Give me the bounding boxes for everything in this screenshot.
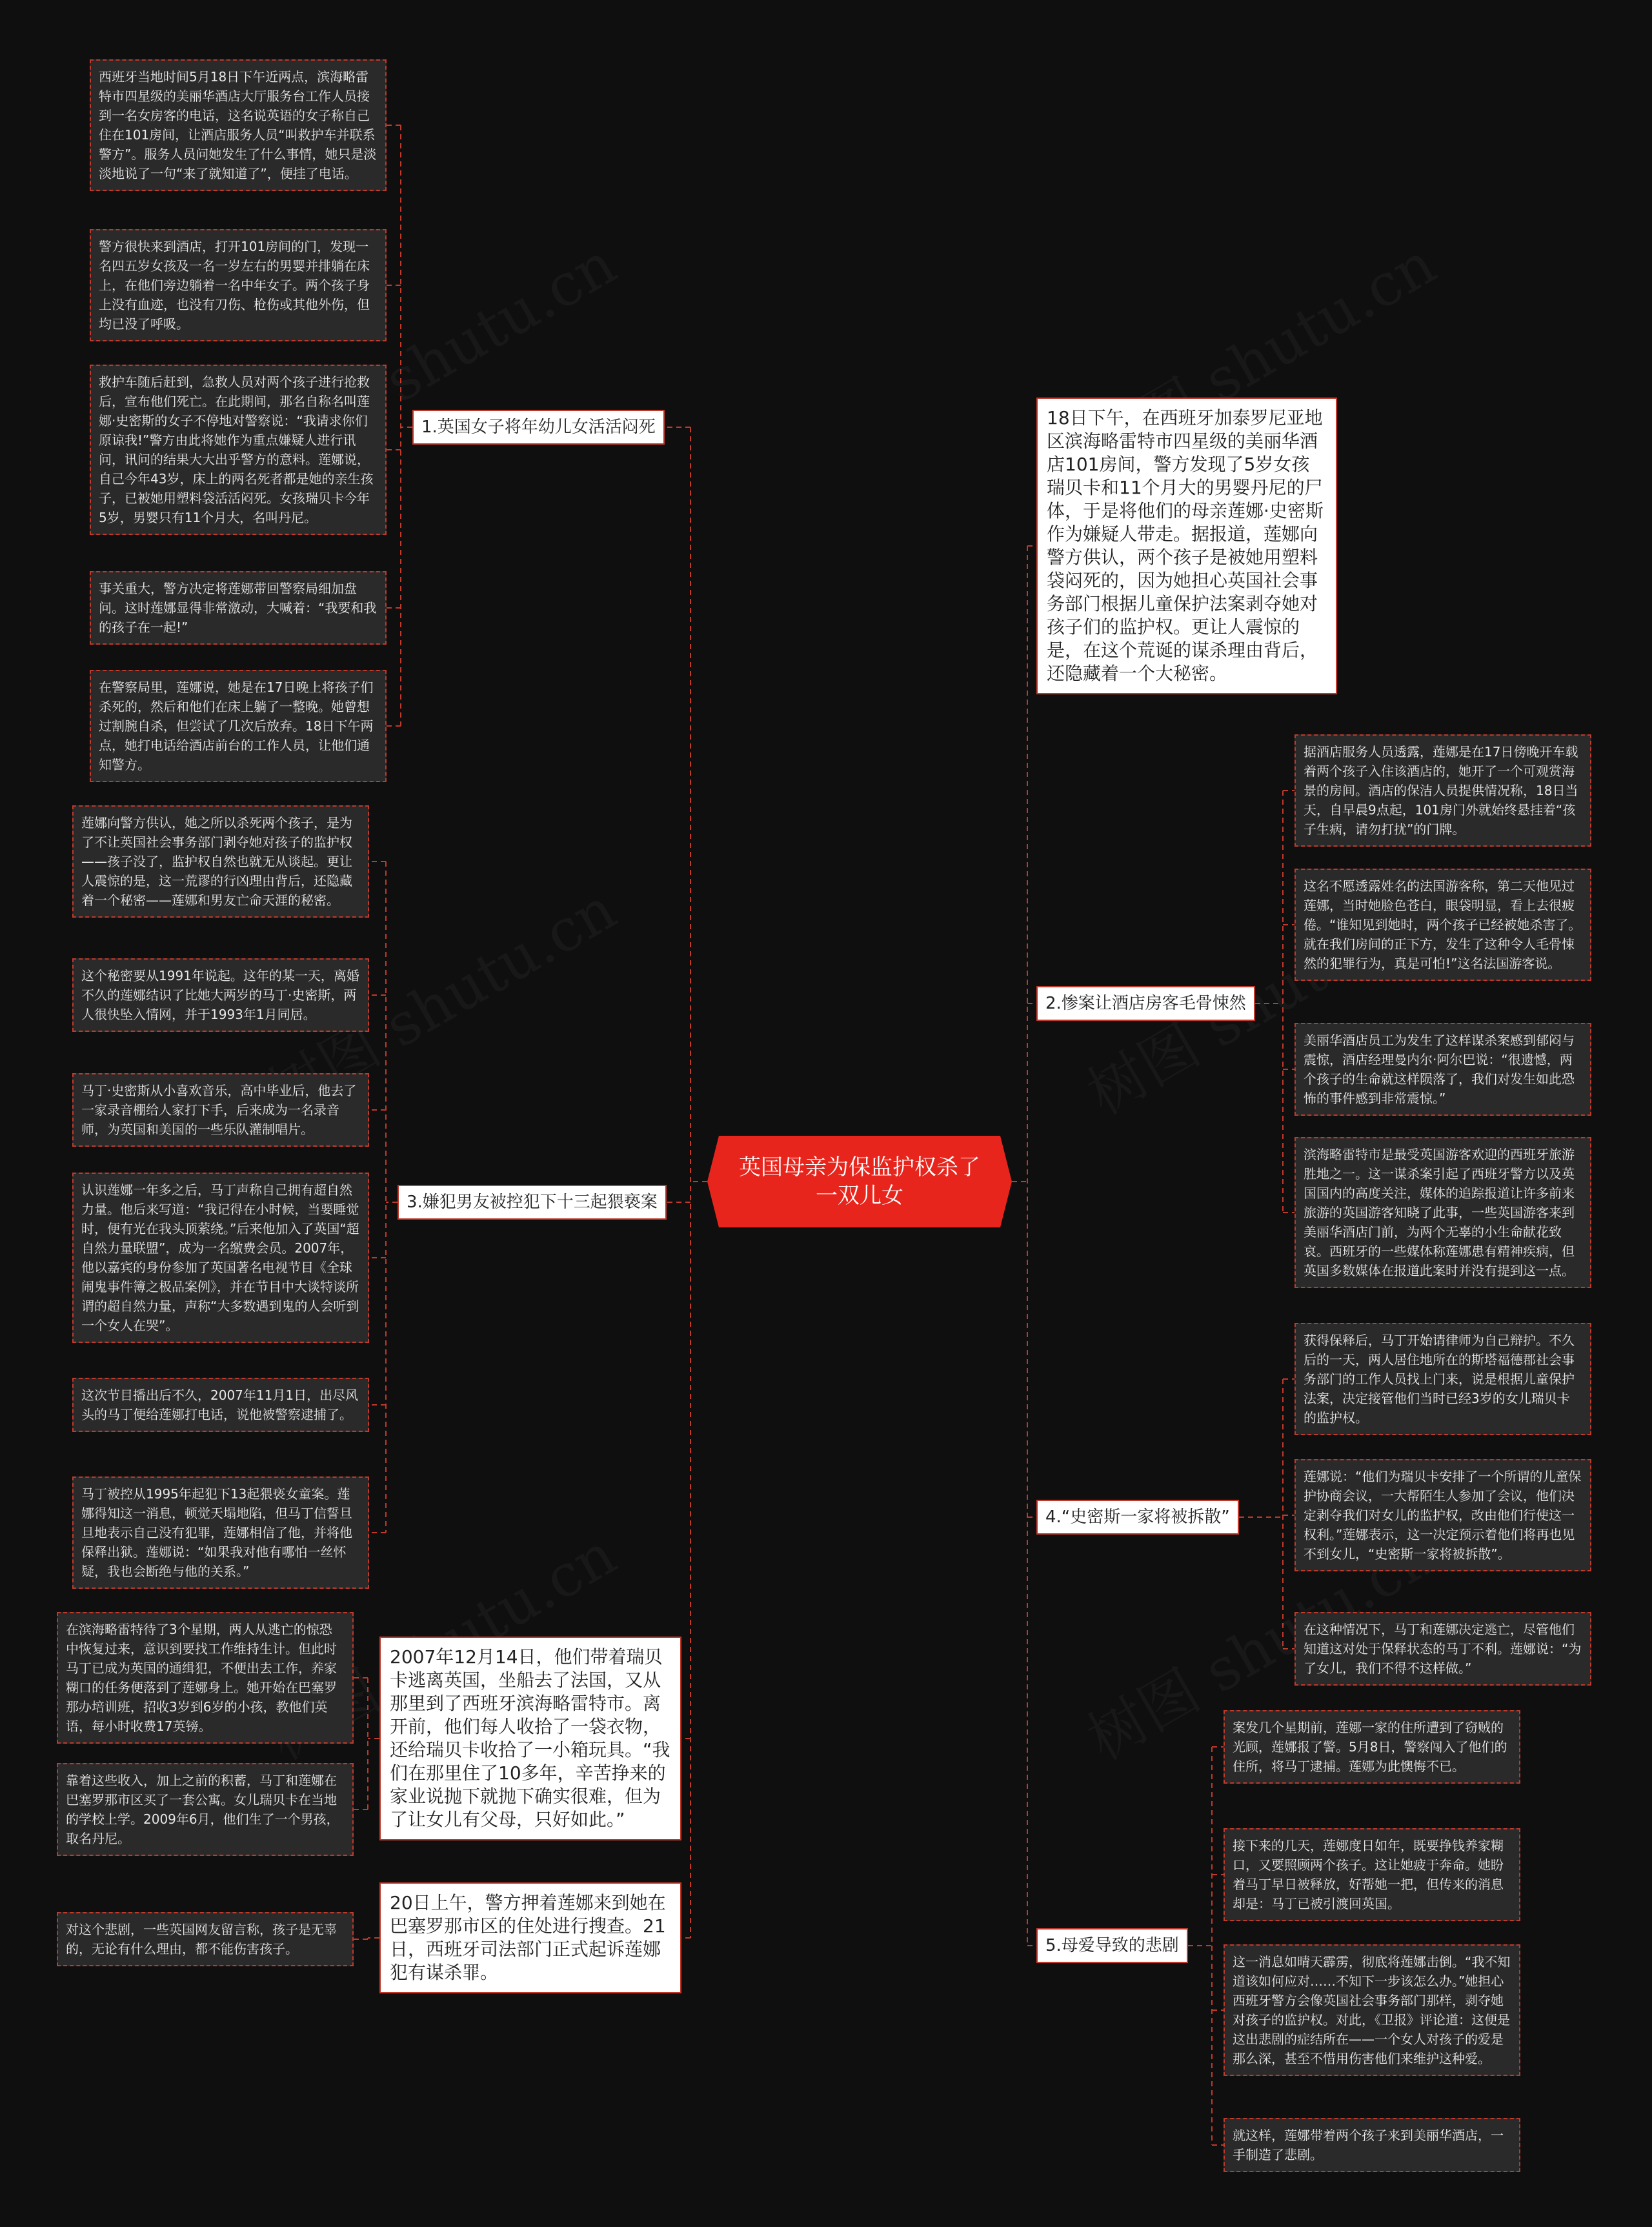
leaf-3-4: 认识莲娜一年多之后，马丁声称自己拥有超自然力量。他后来写道：“我记得在小时候，当要睡觉时，便有光在我头顶萦绕。”后来他加入了英国“超自然力量联盟”，成为一名缴费会员。2007年，他以嘉宾的身份参加了英国著名电视节目《全球闹鬼事件簿之极品案例》，并在节目中大谈特谈所谓的超自然力量，声称“大多数遇到鬼的人会听到一个女人在哭”。 xyxy=(72,1173,369,1343)
branch-5-label: 5.母爱导致的悲剧 xyxy=(1045,1936,1179,1955)
leaf-1-2: 警方很快来到酒店，打开101房间的门，发现一名四五岁女孩及一名一岁左右的男婴并排躺在床上，在他们旁边躺着一名中年女子。两个孩子身上没有血迹，也没有刀伤、枪伤或其他外伤，但均已没了呼吸。 xyxy=(90,229,387,341)
branch-escape[interactable] xyxy=(379,1637,681,1840)
branch-indictment-label: 20日上午，警方押着莲娜来到她在巴塞罗那市区的住处进行搜查。21日，西班牙司法部门正式起诉莲娜犯有谋杀罪。 xyxy=(390,1892,666,1983)
leaf-1-1: 西班牙当地时间5月18日下午近两点，滨海略雷特市四星级的美丽华酒店大厅服务台工作人员接到一名女房客的电话，这名说英语的女子称自己住在101房间，让酒店服务人员“叫救护车并联系警方”。服务人员问她发生了什么事情，她只是淡淡地说了一句“来了就知道了”，便挂了电话。 xyxy=(90,59,387,191)
leaf-escape-2: 靠着这些收入，加上之前的积蓄，马丁和莲娜在巴塞罗那市区买了一套公寓。女儿瑞贝卡在当地的学校上学。2009年6月，他们生了一个男孩，取名丹尼。 xyxy=(57,1763,354,1856)
leaf-4-2: 莲娜说：“他们为瑞贝卡安排了一个所谓的儿童保护协商会议，一大帮陌生人参加了会议，他们决定剥夺我们对女儿的监护权，改由他们行使这一权利。”莲娜表示，这一决定预示着他们将再也见不到女儿，“史密斯一家将被拆散”。 xyxy=(1294,1459,1591,1571)
branch-3[interactable] xyxy=(398,1185,667,1220)
branch-4-label: 4.“史密斯一家将被拆散” xyxy=(1045,1507,1230,1527)
leaf-2-3: 美丽华酒店员工为发生了这样谋杀案感到郁闷与震惊，酒店经理曼内尔·阿尔巴说：“很遗憾，两个孩子的生命就这样陨落了，我们对发生如此恐怖的事件感到非常震惊。” xyxy=(1294,1023,1591,1116)
leaf-4-1: 获得保释后，马丁开始请律师为自己辩护。不久后的一天，两人居住地所在的斯塔福德郡社会事务部门的工作人员找上门来，说是根据儿童保护法案，决定接管他们当时已经3岁的女儿瑞贝卡的监护权。 xyxy=(1294,1323,1591,1435)
branch-2-label: 2.惨案让酒店房客毛骨悚然 xyxy=(1045,994,1246,1013)
leaf-1-4: 事关重大，警方决定将莲娜带回警察局细加盘问。这时莲娜显得非常激动，大喊着：“我要和我的孩子在一起!” xyxy=(90,571,387,645)
branch-1[interactable] xyxy=(412,410,665,445)
leaf-3-3: 马丁·史密斯从小喜欢音乐，高中毕业后，他去了一家录音棚给人家打下手，后来成为一名录音师，为英国和美国的一些乐队灌制唱片。 xyxy=(72,1073,369,1147)
root-topic[interactable] xyxy=(707,1136,1012,1227)
leaf-2-1: 据酒店服务人员透露，莲娜是在17日傍晚开车载着两个孩子入住该酒店的，她开了一个可观赏海景的房间。酒店的保洁人员提供情况称，18日当天，自早晨9点起，101房门外就始终悬挂着“孩子生病，请勿打扰”的门牌。 xyxy=(1294,734,1591,847)
leaf-1-3: 救护车随后赶到，急救人员对两个孩子进行抢救后，宣布他们死亡。在此期间，那名自称名叫莲娜·史密斯的女子不停地对警察说：“我请求你们原谅我!”警方由此将她作为重点嫌疑人进行讯问，讯问的结果大大出乎警方的意料。莲娜说，自己今年43岁，床上的两名死者都是她的亲生孩子，已被她用塑料袋活活闷死。女孩瑞贝卡今年5岁，男婴只有11个月大，名叫丹尼。 xyxy=(90,365,387,535)
leaf-3-6: 马丁被控从1995年起犯下13起猥亵女童案。莲娜得知这一消息，顿觉天塌地陷，但马丁信誓旦旦地表示自己没有犯罪，莲娜相信了他，并将他保释出狱。莲娜说：“如果我对他有哪怕一丝怀疑，我也会断绝与他的关系。” xyxy=(72,1476,369,1589)
leaf-5-2: 接下来的几天，莲娜度日如年，既要挣钱养家糊口，又要照顾两个孩子。这让她疲于奔命。她盼着马丁早日被释放，好帮她一把，但传来的消息却是：马丁已被引渡回英国。 xyxy=(1224,1828,1520,1921)
branch-2[interactable] xyxy=(1036,986,1255,1021)
root-title: 英国母亲为保监护权杀了一双儿女 xyxy=(739,1154,980,1209)
branch-1-label: 1.英国女子将年幼儿女活活闷死 xyxy=(421,418,656,437)
leaf-5-1: 案发几个星期前，莲娜一家的住所遭到了窃贼的光顾，莲娜报了警。5月8日，警察闯入了他们的住所，将马丁逮捕。莲娜为此懊悔不已。 xyxy=(1224,1710,1520,1784)
branch-summary[interactable] xyxy=(1036,398,1337,694)
branch-summary-label: 18日下午，在西班牙加泰罗尼亚地区滨海略雷特市四星级的美丽华酒店101房间，警方发现了5岁女孩瑞贝卡和11个月大的男婴丹尼的尸体，于是将他们的母亲莲娜·史密斯作为嫌疑人带走。据报道，莲娜向警方供认，两个孩子是被她用塑料袋闷死的，因为她担心英国社会事务部门根据儿童保护法案剥夺她对孩子们的监护权。更让人震惊的是，在这个荒诞的谋杀理由背后，还隐藏着一个大秘密。 xyxy=(1047,407,1324,684)
leaf-3-1: 莲娜向警方供认，她之所以杀死两个孩子，是为了不让英国社会事务部门剥夺她对孩子的监护权——孩子没了，监护权自然也就无从谈起。更让人震惊的是，这一荒谬的行凶理由背后，还隐藏着一个秘密——莲娜和男友亡命天涯的秘密。 xyxy=(72,805,369,918)
leaf-3-2: 这个秘密要从1991年说起。这年的某一天，离婚不久的莲娜结识了比她大两岁的马丁·史密斯，两人很快坠入情网，并于1993年1月同居。 xyxy=(72,958,369,1032)
leaf-5-4: 就这样，莲娜带着两个孩子来到美丽华酒店，一手制造了悲剧。 xyxy=(1224,2118,1520,2172)
leaf-indictment-1: 对这个悲剧，一些英国网友留言称，孩子是无辜的，无论有什么理由，都不能伤害孩子。 xyxy=(57,1912,354,1966)
leaf-3-5: 这次节目播出后不久，2007年11月1日，出尽风头的马丁便给莲娜打电话，说他被警察逮捕了。 xyxy=(72,1378,369,1432)
branch-escape-label: 2007年12月14日，他们带着瑞贝卡逃离英国，坐船去了法国，又从那里到了西班牙滨海略雷特市。离开前，他们每人收拾了一袋衣物，还给瑞贝卡收拾了一小箱玩具。“我们在那里住了10多年，辛苦挣来的家业说抛下就抛下确实很难，但为了让女儿有父母，只好如此。” xyxy=(390,1646,670,1830)
branch-3-label: 3.嫌犯男友被控犯下十三起猥亵案 xyxy=(407,1193,658,1212)
leaf-5-3: 这一消息如晴天霹雳，彻底将莲娜击倒。“我不知道该如何应对……不知下一步该怎么办。”她担心西班牙警方会像英国社会事务部门那样，剥夺她对孩子的监护权。对此，《卫报》评论道：这便是这出悲剧的症结所在——一个女人对孩子的爱是那么深，甚至不惜用伤害他们来维护这种爱。 xyxy=(1224,1944,1520,2076)
leaf-1-5: 在警察局里，莲娜说，她是在17日晚上将孩子们杀死的，然后和他们在床上躺了一整晚。她曾想过割腕自杀，但尝试了几次后放弃。18日下午两点，她打电话给酒店前台的工作人员，让他们通知警方。 xyxy=(90,670,387,782)
branch-4[interactable] xyxy=(1036,1500,1239,1535)
leaf-4-3: 在这种情况下，马丁和莲娜决定逃亡，尽管他们知道这对处于保释状态的马丁不利。莲娜说：“为了女儿，我们不得不这样做。” xyxy=(1294,1612,1591,1686)
branch-indictment[interactable] xyxy=(379,1882,681,1993)
leaf-2-2: 这名不愿透露姓名的法国游客称，第二天他见过莲娜，当时她脸色苍白，眼袋明显，看上去很疲倦。“谁知见到她时，两个孩子已经被她杀害了。就在我们房间的正下方，发生了这种令人毛骨悚然的犯罪行为，真是可怕!”这名法国游客说。 xyxy=(1294,869,1591,981)
leaf-escape-1: 在滨海略雷特待了3个星期，两人从逃亡的惊恐中恢复过来，意识到要找工作维持生计。但此时马丁已成为英国的通缉犯，不便出去工作，养家糊口的任务便落到了莲娜身上。她开始在巴塞罗那办培训班，招收3岁到6岁的小孩，教他们英语，每小时收费17英镑。 xyxy=(57,1612,354,1744)
leaf-2-4: 滨海略雷特市是最受英国游客欢迎的西班牙旅游胜地之一。这一谋杀案引起了西班牙警方以及英国国内的高度关注，媒体的追踪报道让许多前来旅游的英国游客知晓了此事，一些英国游客来到美丽华酒店门前，为两个无辜的小生命献花致哀。西班牙的一些媒体称莲娜患有精神疾病，但英国多数媒体在报道此案时并没有提到这一点。 xyxy=(1294,1137,1591,1288)
branch-5[interactable] xyxy=(1036,1928,1188,1963)
